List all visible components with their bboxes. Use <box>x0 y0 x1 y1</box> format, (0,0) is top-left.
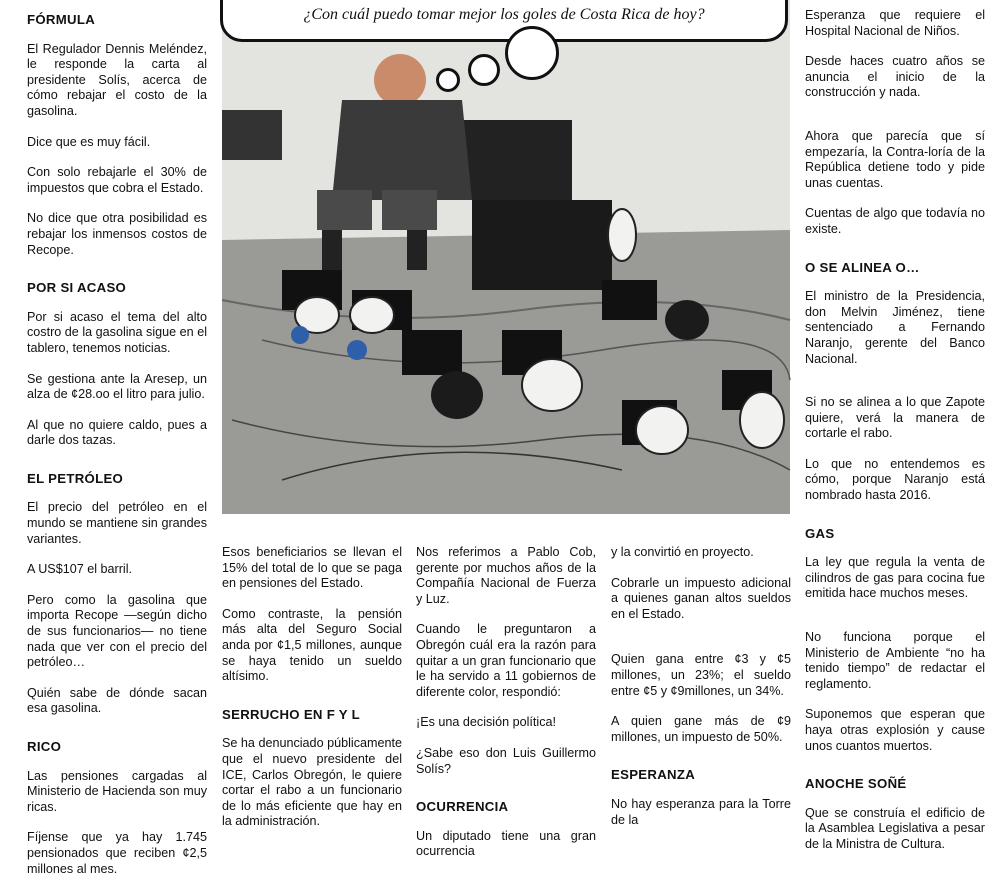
paragraph: Se ha denunciado públicamente que el nuevo presidente del ICE, Carlos Obregón, le quiere cortar el rabo a un funcionario de lo más eficiente que hay en la administración. <box>222 736 402 829</box>
heading-o-se-alinea: O SE ALINEA O… <box>805 259 920 275</box>
paragraph: La ley que regula la venta de cilindros de gas para cocina fue emitida hace muchos meses. <box>805 555 985 601</box>
paragraph: Esperanza que requiere el Hospital Nacional de Niños. <box>805 8 985 38</box>
paragraph: Ahora que parecía que sí empezaría, la Contra-loría de la República detiene todo y pide unas cuentas. <box>805 128 985 190</box>
paragraph: Se gestiona ante la Aresep, un alza de ¢28.oo el litro para julio. <box>27 371 207 402</box>
thought-bubble <box>220 0 788 42</box>
photo-illustration <box>222 0 790 514</box>
column-2 <box>222 545 402 845</box>
thought-bubble-dot-medium <box>468 54 500 86</box>
paragraph: Dice que es muy fácil. <box>27 134 151 149</box>
paragraph: Esos beneficiarios se llevan el 15% del total de lo que se paga en pensiones del Estado. <box>222 545 402 591</box>
paragraph: A quien gane más de ¢9 millones, un impuesto de 50%. <box>611 714 791 744</box>
paragraph: No dice que otra posibilidad es rebajar los inmensos costos de Recope. <box>27 211 207 257</box>
heading-esperanza: ESPERANZA <box>611 767 696 783</box>
column-3 <box>416 545 596 875</box>
paragraph: El ministro de la Presidencia, don Melvin Jiménez, tiene sentenciado a Fernando Naranjo, gerente del Banco Nacional. <box>805 289 985 366</box>
paragraph: ¡Es una decisión política! <box>416 715 557 730</box>
heading-serrucho: SERRUCHO EN F Y L <box>222 706 360 722</box>
paragraph: Pero como la gasolina que importa Recope —según dicho de sus funcionarios— no tiene nada que ver con el precio del petróleo… <box>27 592 207 670</box>
paragraph: El precio del petróleo en el mundo se mantiene sin grandes variantes. <box>27 500 207 546</box>
paragraph: ¿Sabe eso don Luis Guillermo Solís? <box>416 745 596 776</box>
column-4 <box>611 545 791 843</box>
column-1 <box>27 8 207 892</box>
heading-formula: FÓRMULA <box>27 12 96 27</box>
paragraph: No hay esperanza para la Torre de la <box>611 796 791 827</box>
paragraph: Desde haces cuatro años se anuncia el inicio de la construcción y nada. <box>805 54 985 100</box>
paragraph: Si no se alinea a lo que Zapote quiere, verá la manera de cortarle el rabo. <box>805 395 985 441</box>
paragraph: Un diputado tiene una gran ocurrencia <box>416 828 596 859</box>
heading-rico: RICO <box>27 739 62 754</box>
paragraph: El Regulador Dennis Meléndez, le responde la carta al presidente Solís, acerca de cómo rebajar el costo de la gasolina. <box>27 41 207 118</box>
photo-cameras <box>222 0 790 514</box>
paragraph: y la convirtió en proyecto. <box>611 545 754 559</box>
paragraph: Como contraste, la pensión más alta del Seguro Social anda por ¢1,5 millones, aunque se haya tenido un sueldo altísimo. <box>222 606 402 684</box>
paragraph: Por si acaso el tema del alto costro de la gasolina sigue en el tablero, tenemos noticias. <box>27 309 207 355</box>
thought-bubble-dot-small <box>436 68 460 92</box>
paragraph: Al que no quiere caldo, pues a darle dos tazas. <box>27 417 207 448</box>
paragraph: Cuando le preguntaron a Obregón cuál era la razón para quitar a un gran funcionario que le ha servido a 11 gobiernos de diferente color, respondió: <box>416 622 596 699</box>
thought-bubble-dot-large <box>505 26 559 80</box>
paragraph: Lo que no entendemos es cómo, porque Naranjo está nombrado hasta 2016. <box>805 456 985 503</box>
paragraph: A US$107 el barril. <box>27 562 133 577</box>
paragraph: No funciona porque el Ministerio de Ambiente “no ha tenido tiempo” de redactar el reglamento. <box>805 630 985 691</box>
paragraph: Fíjense que ya hay 1.745 pensionados que reciben ¢2,5 millones al mes. <box>27 830 207 876</box>
paragraph: Que se construía el edificio de la Asamblea Legislativa a pesar de la Ministra de Cultura. <box>805 805 985 851</box>
paragraph: Quien gana entre ¢3 y ¢5 millones, un 23%; el sueldo entre ¢5 y ¢9millones, un 34%. <box>611 652 791 698</box>
paragraph: Cobrarle un impuesto adicional a quienes ganan altos sueldos en el Estado. <box>611 575 791 621</box>
heading-por-si-acaso: POR SI ACASO <box>27 280 127 296</box>
thought-bubble-text: ¿Con cuál puedo tomar mejor los goles de Costa Rica de hoy? <box>303 6 705 23</box>
paragraph: Con solo rebajarle el 30% de impuestos que cobra el Estado. <box>27 165 207 195</box>
heading-el-petroleo: EL PETRÓLEO <box>27 470 124 486</box>
column-5 <box>805 8 985 868</box>
paragraph: Quién sabe de dónde sacan esa gasolina. <box>27 685 207 716</box>
heading-anoche-sone: ANOCHE SOÑÉ <box>805 776 907 792</box>
heading-ocurrencia: OCURRENCIA <box>416 799 509 815</box>
paragraph: Nos referimos a Pablo Cob, gerente por muchos años de la Compañía Nacional de Fuerza y Luz. <box>416 545 596 606</box>
heading-gas: GAS <box>805 525 835 541</box>
paragraph: Suponemos que esperan que haya otras explosión y cause unos cuantos muertos. <box>805 707 985 753</box>
paragraph: Cuentas de algo que todavía no existe. <box>805 206 985 236</box>
paragraph: Las pensiones cargadas al Ministerio de Hacienda son muy ricas. <box>27 768 207 814</box>
